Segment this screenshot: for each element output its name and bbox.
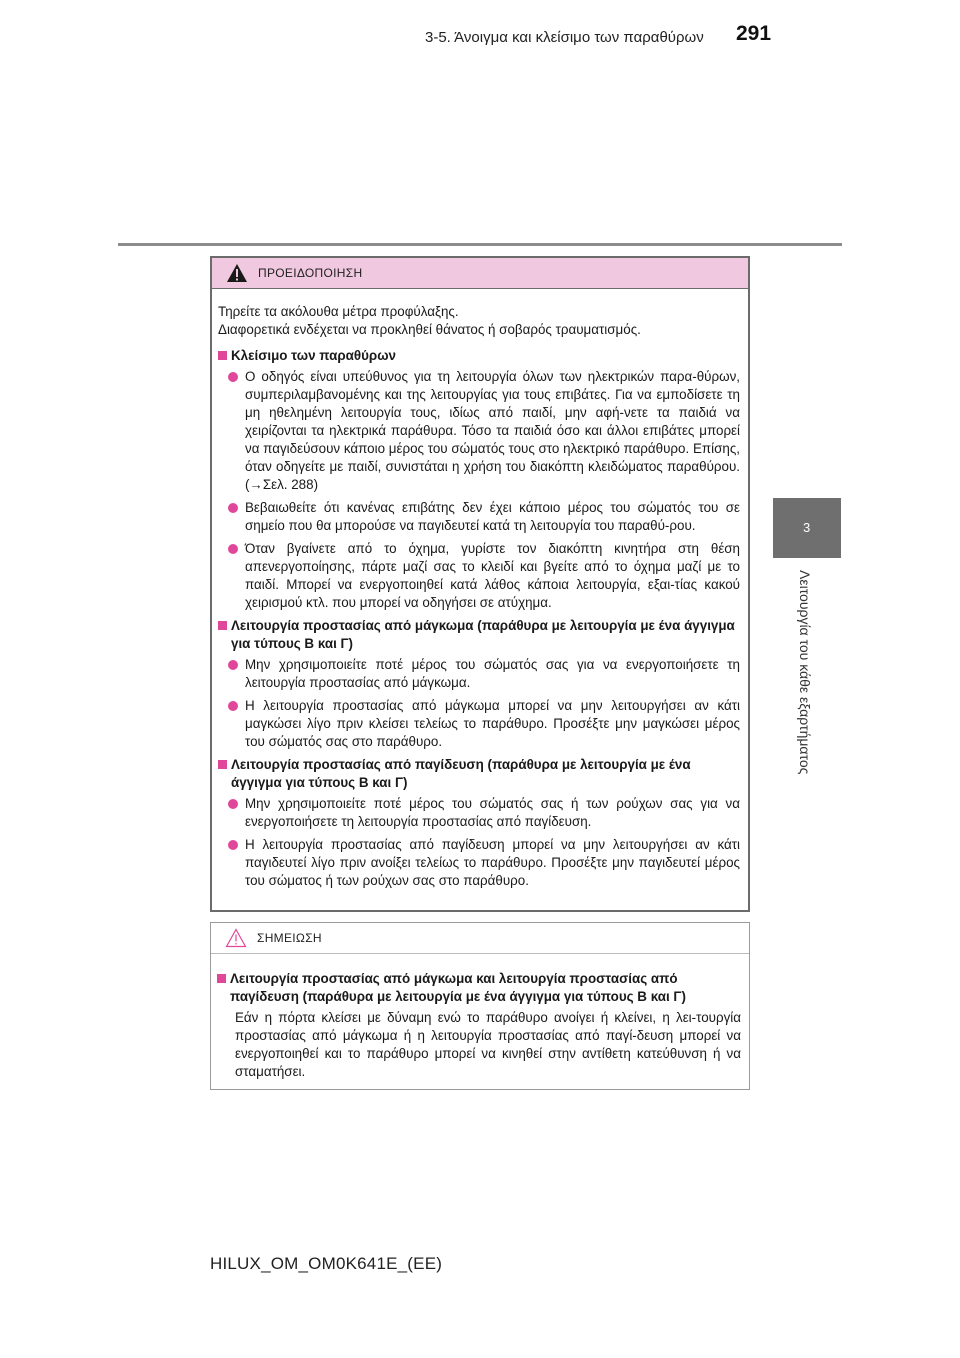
list-item	[228, 697, 740, 751]
section-title-text: Λειτουργία προστασίας από παγίδευση (παράθυρα με λειτουργία με ένα άγγιγμα για τύπους B και Γ)	[231, 757, 691, 790]
note-header	[211, 923, 749, 954]
chapter-tab-number: 3	[803, 520, 811, 535]
list-item-text: Η λειτουργία προστασίας από μάγκωμα μπορεί να μην λειτουργήσει αν κάτι μαγκώσει λίγο πριν κλείσει τελείως το παράθυρο. Προσέξτε μην μαγκώσει μέρος του σώματός σας στο παράθυρο.	[245, 698, 740, 749]
square-bullet-icon	[217, 974, 226, 983]
warning-triangle-icon	[226, 263, 248, 283]
list-item-text: Βεβαιωθείτε ότι κανένας επιβάτης δεν έχει κάποιο μέρος του σώματός του σε σημείο που θα μπορούσε να παγιδευτεί κατά τη λειτουργία του παραθύ-ρου.	[245, 500, 740, 533]
note-body	[211, 954, 749, 1081]
list-item	[228, 795, 740, 831]
warning-section-title	[218, 617, 740, 653]
section-title-text: Λειτουργία προστασίας από μάγκωμα και λειτουργία προστασίας από παγίδευση (παράθυρα με λειτουργία με ένα άγγιγμα για τύπους B και Γ)	[230, 971, 686, 1004]
warning-box	[210, 256, 750, 912]
list-item	[228, 499, 740, 535]
warning-intro	[218, 303, 740, 339]
section-title-text: Λειτουργία προστασίας από μάγκωμα (παράθυρα με λειτουργία με ένα άγγιγμα για τύπους B και Γ)	[231, 618, 735, 651]
list-item	[228, 656, 740, 692]
page-number: 291	[736, 22, 772, 45]
warning-header	[212, 258, 748, 289]
bullet-dot-icon	[228, 660, 238, 670]
bullet-dot-icon	[228, 840, 238, 850]
note-title: ΣΗΜΕΙΩΣΗ	[257, 931, 322, 945]
square-bullet-icon	[218, 351, 227, 360]
warning-intro-line: Διαφορετικά ενδέχεται να προκληθεί θάνατος ή σοβαρός τραυματισμός.	[218, 322, 641, 337]
warning-section-title	[218, 756, 740, 792]
note-triangle-icon	[225, 928, 247, 948]
warning-section-title	[218, 347, 740, 365]
warning-title: ΠΡΟΕΙΔΟΠΟΙΗΣΗ	[258, 266, 363, 280]
header-section-title: 3-5. Άνοιγμα και κλείσιμο των παραθύρων	[425, 29, 704, 46]
bullet-dot-icon	[228, 799, 238, 809]
list-item	[228, 540, 740, 612]
list-item	[228, 836, 740, 890]
document-code: HILUX_OM_OM0K641E_(EE)	[210, 1254, 443, 1273]
square-bullet-icon	[218, 760, 227, 769]
list-item-text: Ο οδηγός είναι υπεύθυνος για τη λειτουργία όλων των ηλεκτρικών παρα-θύρων, συμπεριλαμβανομένης και της λειτουργίας για τους επιβάτες. Για να εμποδίσετε τη μη ηθελημένη λειτουργία τους, ιδίως από παιδί, μην αφή-νετε τα παιδιά να χειρίζονται τα ηλεκτρικά παράθυρα. Τόσο τα παιδιά όσο και άλλοι επιβάτες μπορεί να παγιδεύσουν κάποιο μέρος του σώματός τους στο ηλεκτρικό παράθυρο. Επίσης, όταν οδηγείτε με παιδί, συνιστάται η χρήση του διακόπτη κλειδώματος παραθύρου. (→Σελ. 288)	[245, 369, 740, 492]
list-item-text: Μην χρησιμοποιείτε ποτέ μέρος του σώματός σας για να ενεργοποιήσετε τη λειτουργία προστασίας από μάγκωμα.	[245, 657, 740, 690]
list-item-text: Μην χρησιμοποιείτε ποτέ μέρος του σώματός σας ή των ρούχων σας για να ενεργοποιήσετε τη λειτουργία προστασίας από παγίδευση.	[245, 796, 740, 829]
warning-body	[212, 289, 748, 890]
bullet-dot-icon	[228, 544, 238, 554]
note-paragraph: Εάν η πόρτα κλείσει με δύναμη ενώ το παράθυρο ανοίγει ή κλείνει, η λει-τουργία προστασίας από μάγκωμα ή η λειτουργία προστασίας από παγί-δευση μπορεί να ενεργοποιηθεί και το παράθυρο μπορεί να κινηθεί στην αντίθετη κατεύθυνση ή να σταματήσει.	[235, 1010, 741, 1079]
bullet-dot-icon	[228, 372, 238, 382]
list-item-text: Όταν βγαίνετε από το όχημα, γυρίστε τον διακόπτη κινητήρα στη θέση απενεργοποίησης, πάρτε μαζί σας το κλειδί και βγείτε από το όχημα μαζί με το παιδί. Μπορεί να ενεργοποιηθεί κατά λάθος κάποια λειτουργία, εξαι-τίας κακού χειρισμού κτλ. που μπορεί να οδηγήσει σε ατύχημα.	[245, 541, 740, 610]
header-rule	[118, 243, 842, 246]
list-item-text: Η λειτουργία προστασίας από παγίδευση μπορεί να μην λειτουργήσει αν κάτι παγιδευτεί λίγο πριν ανοίξει τελείως το παράθυρο. Προσέξτε μην παγιδευτεί μέρος του σώματος ή των ρούχων σας στο παράθυρο.	[245, 837, 740, 888]
bullet-dot-icon	[228, 701, 238, 711]
section-title-text: Κλείσιμο των παραθύρων	[231, 348, 396, 363]
bullet-dot-icon	[228, 503, 238, 513]
chapter-tab-label: Λειτουργία του κάθε εξαρτήματος	[797, 570, 813, 775]
warning-intro-line: Τηρείτε τα ακόλουθα μέτρα προφύλαξης.	[218, 304, 459, 319]
square-bullet-icon	[218, 621, 227, 630]
note-section-title	[217, 970, 741, 1006]
note-box	[210, 922, 750, 1090]
list-item	[228, 368, 740, 494]
